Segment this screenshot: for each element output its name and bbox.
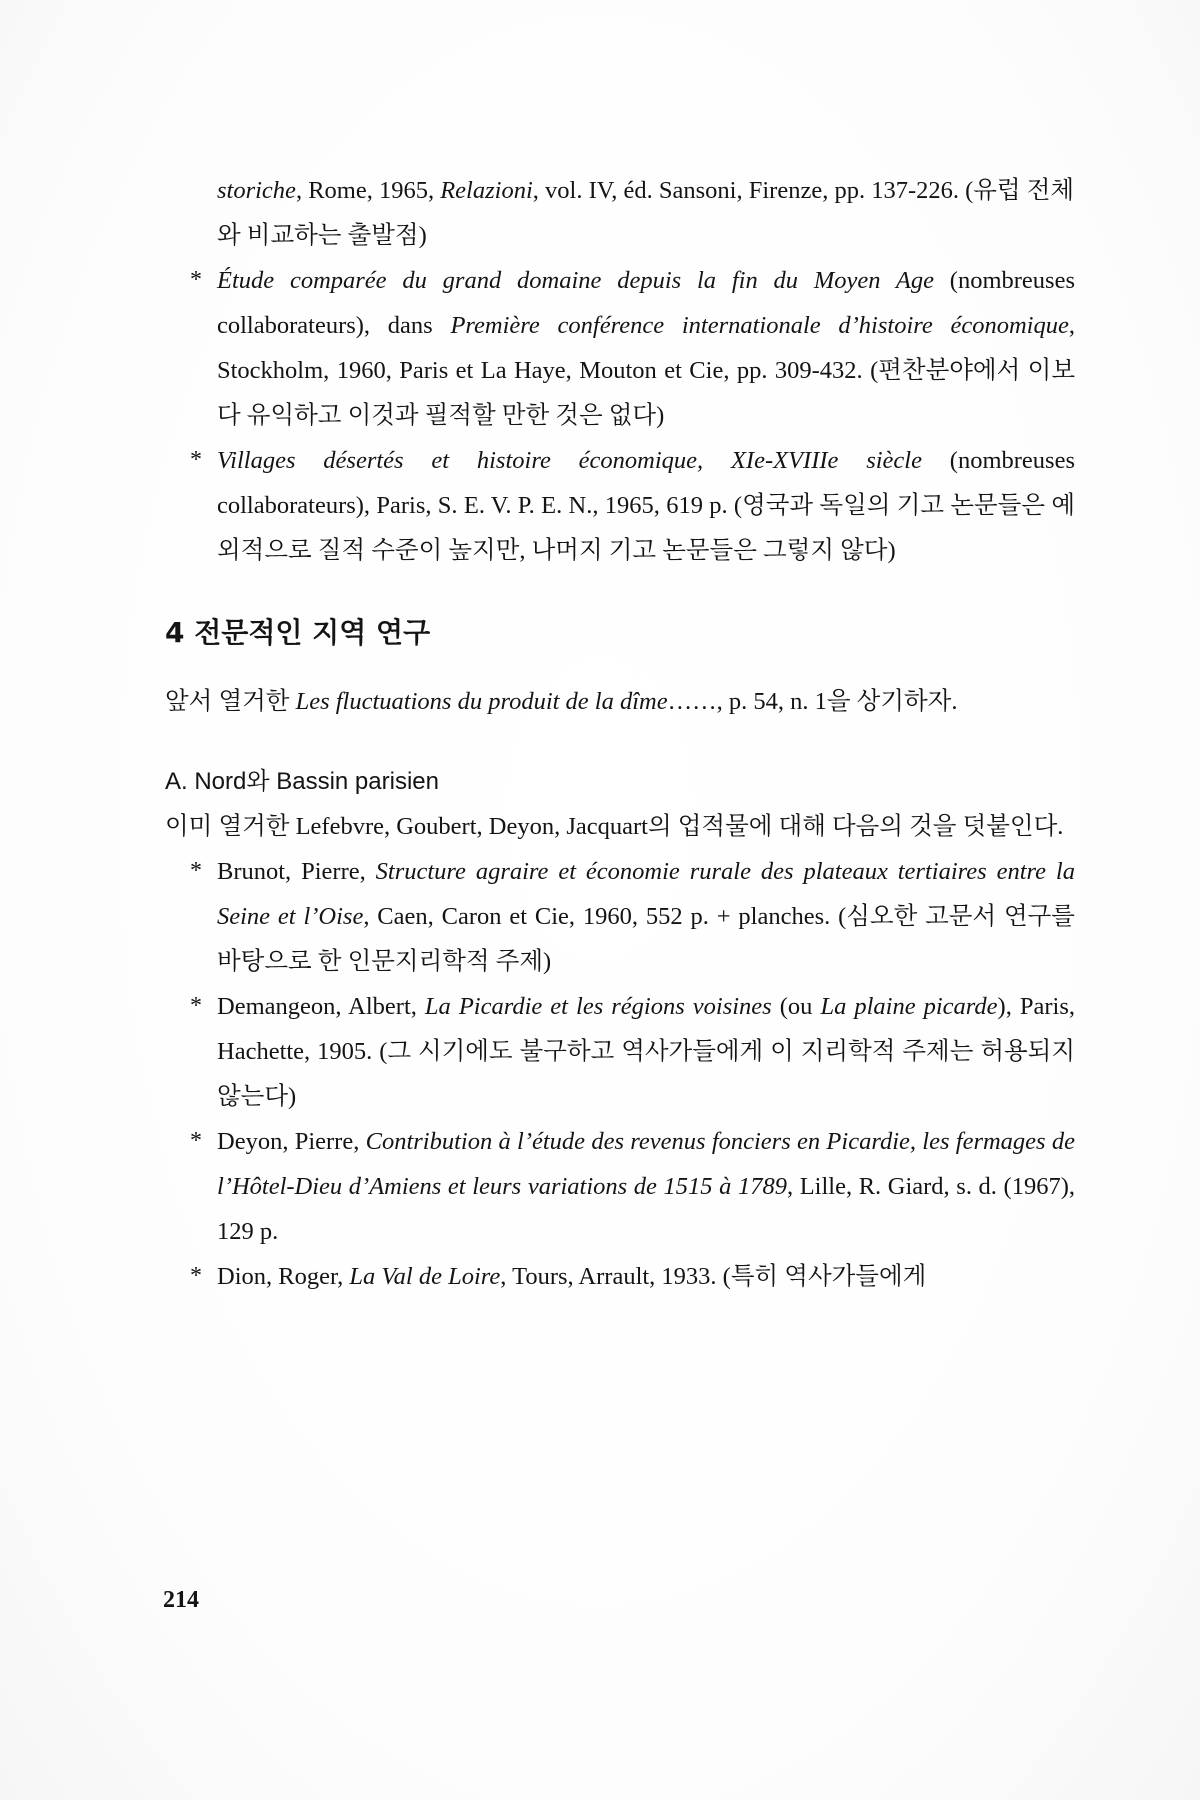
entry-venue: Première conférence internationale d’histoire économique: [450, 312, 1069, 339]
subsection-heading: A. Nord와 Bassin parisien: [165, 768, 439, 795]
section-intro: [165, 679, 1075, 724]
entry-title: La Val de Loire: [349, 1263, 501, 1290]
subsection-lead: 이미 열거한 Lefebvre, Goubert, Deyon, Jacquart의 업적물에 대해 다음의 것을 덧붙인다.: [165, 813, 1064, 840]
entry-details: ), Paris, Hachette, 1905. (그 시기에도 불구하고 역사가들에게 이 지리학적 주제는 허용되지 않는다): [217, 993, 1075, 1110]
entry-details: , Tours, Arrault, 1933. (특히 역사가들에게: [500, 1263, 927, 1290]
bullet-star: *: [190, 447, 202, 473]
bullet-star: *: [190, 858, 202, 884]
bibliography-entry-dion: [165, 1254, 1075, 1299]
entry-alt-title: La plaine picarde: [820, 993, 998, 1020]
continued-details: , vol. IV, éd. Sansoni, Firenze, pp. 137-226. (유럽 전체와 비교하는 출발점): [217, 177, 1075, 249]
entry-title: La Picardie et les régions voisines: [424, 993, 772, 1020]
entry-author: Dion, Roger,: [217, 1263, 350, 1290]
entry-author: Deyon, Pierre,: [217, 1128, 366, 1155]
entry-text: (ou: [771, 993, 821, 1020]
bibliography-entry-deyon: [165, 1119, 1075, 1254]
bibliography-entry-villages: [165, 438, 1075, 573]
section-heading: 4 전문적인 지역 연구: [165, 616, 431, 649]
entry-title: Villages désertés et histoire économique, XIe-XVIIIe siècle: [217, 447, 922, 474]
continued-series: Relazioni: [440, 177, 533, 204]
bullet-star: *: [190, 993, 202, 1019]
entry-text: (nombreuses collaborateurs), dans: [217, 267, 1075, 339]
intro-text: 앞서 열거한: [165, 688, 296, 715]
bibliography-entry-brunot: [165, 849, 1075, 984]
entry-author: Brunot, Pierre,: [217, 858, 376, 885]
bibliography-entry-demangeon: [165, 984, 1075, 1119]
intro-title: Les fluctuations du produit de la dîme: [295, 688, 668, 715]
entry-details: (nombreuses collaborateurs), Paris, S. E. V. P. E. N., 1965, 619 p. (영국과 독일의 기고 논문들은 예외적으로 질적 수준이 높지만, 나머지 기고 논문들은 그렇지 않다): [217, 447, 1075, 564]
page-number: 214: [163, 1587, 199, 1613]
bullet-star: *: [190, 1263, 202, 1289]
page-content: [165, 168, 1075, 1299]
entry-details: , Lille, R. Giard, s. d. (1967), 129 p.: [217, 1173, 1075, 1245]
bibliography-entry-etude: [165, 258, 1075, 438]
continued-title-part: storiche: [217, 177, 296, 204]
entry-title: Contribution à l’étude des revenus fonciers en Picardie, les fermages de l’Hôtel-Dieu d’Amiens et leurs variations de 1515 à 1789: [217, 1128, 1075, 1200]
entry-author: Demangeon, Albert,: [217, 993, 425, 1020]
entry-title: Étude comparée du grand domaine depuis la fin du Moyen Age: [217, 267, 934, 294]
entry-title: Structure agraire et économie rurale des plateaux tertiaires entre la Seine et l’Oise: [217, 858, 1075, 930]
entry-details: , Stockholm, 1960, Paris et La Haye, Mouton et Cie, pp. 309-432. (편찬분야에서 이보다 유익하고 이것과 필적할 만한 것은 없다): [217, 312, 1075, 429]
continued-entry: [165, 168, 1075, 258]
bullet-star: *: [190, 267, 202, 293]
bullet-star: *: [190, 1128, 202, 1154]
continued-text: , Rome, 1965,: [295, 177, 441, 204]
entry-details: , Caen, Caron et Cie, 1960, 552 p. + planches. (심오한 고문서 연구를 바탕으로 한 인문지리학적 주제): [217, 903, 1075, 975]
intro-ref: ……, p. 54, n. 1을 상기하자.: [667, 688, 958, 715]
